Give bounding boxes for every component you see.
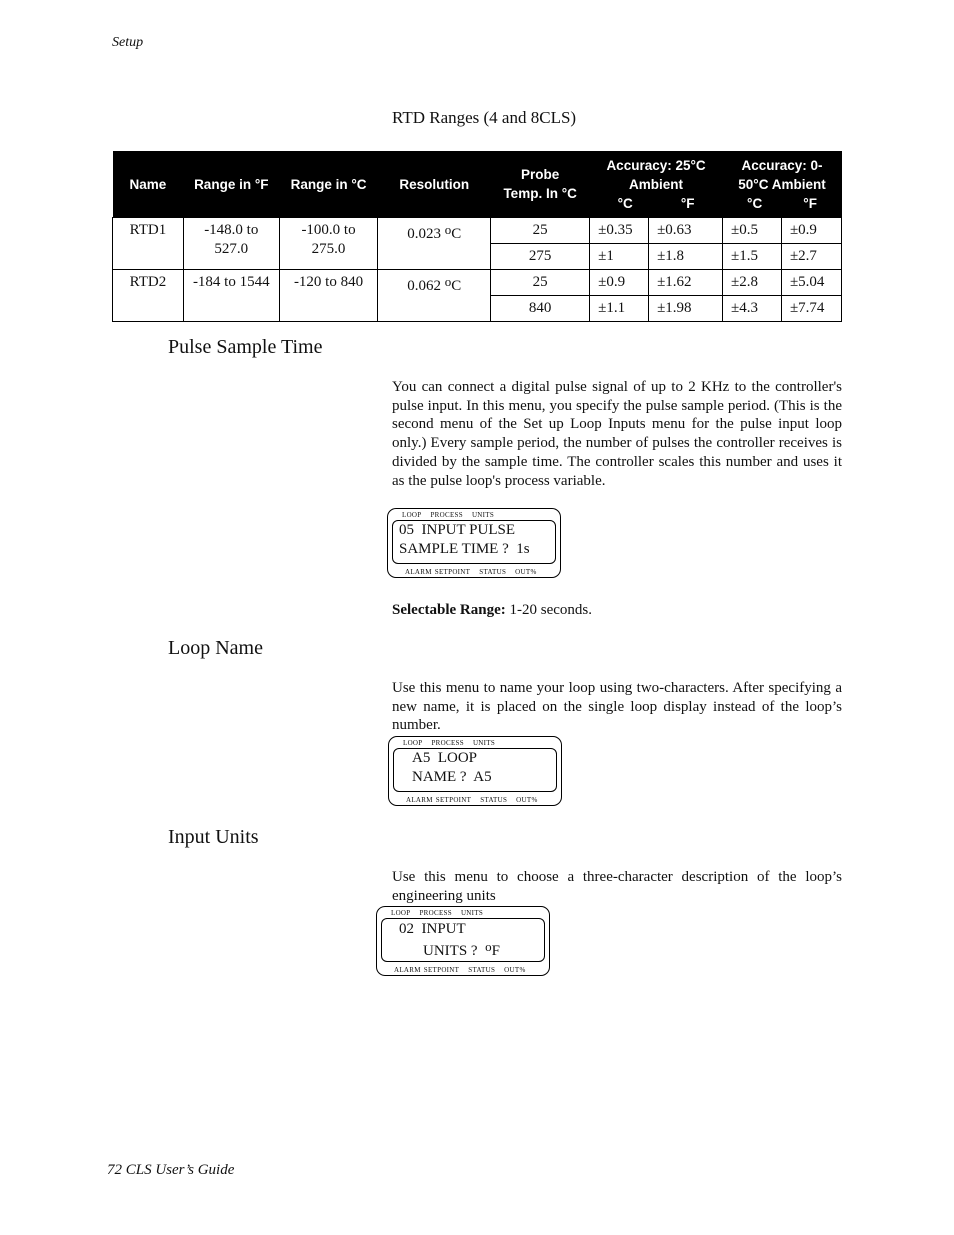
cell-acc050-f: ±0.9 xyxy=(781,218,841,244)
table-row xyxy=(113,218,842,244)
cell-resolution: 0.023 oC xyxy=(378,218,491,270)
lcd-display-loop-name xyxy=(388,736,562,806)
lcd-screen xyxy=(381,918,545,962)
cell-name: RTD2 xyxy=(113,270,184,322)
cell-probe: 25 xyxy=(491,270,590,296)
lcd-bottom-labels: ALARM SETPOINT STATUS OUT% xyxy=(406,796,538,804)
cell-probe: 25 xyxy=(491,218,590,244)
lcd-line-1: 02 INPUT xyxy=(399,921,466,937)
rtd-ranges-table xyxy=(112,151,842,322)
col-header-resolution: Resolution xyxy=(378,151,491,218)
cell-acc050-c: ±4.3 xyxy=(723,296,782,322)
cell-acc25-c: ±0.9 xyxy=(590,270,649,296)
running-header: Setup xyxy=(112,35,144,50)
cell-acc25-c: ±1.1 xyxy=(590,296,649,322)
col-header-range-c: Range in °C xyxy=(279,151,378,218)
lcd-bottom-labels: ALARM SETPOINT STATUS OUT% xyxy=(394,966,526,974)
selectable-range: Selectable Range: 1-20 seconds. xyxy=(392,602,592,618)
cell-acc050-c: ±2.8 xyxy=(723,270,782,296)
cell-acc25-c: ±0.35 xyxy=(590,218,649,244)
cell-resolution: 0.062 oC xyxy=(378,270,491,322)
table-title: RTD Ranges (4 and 8CLS) xyxy=(392,108,577,127)
cell-acc25-f: ±0.63 xyxy=(649,218,723,244)
cell-acc050-c: ±1.5 xyxy=(723,244,782,270)
col-header-name: Name xyxy=(113,151,184,218)
cell-range-c: -100.0 to 275.0 xyxy=(279,218,378,270)
loop-name-description: Use this menu to name your loop using two-characters. After specifying a new name, it is placed on the single loop display instead of the loop’s number. xyxy=(392,680,842,734)
heading-input-units: Input Units xyxy=(168,826,259,848)
col-header-accuracy-0-50: Accuracy: 0-50°C Ambient °C °F xyxy=(723,151,842,218)
cell-name: RTD1 xyxy=(113,218,184,270)
cell-probe: 840 xyxy=(491,296,590,322)
lcd-top-labels: LOOP PROCESS UNITS xyxy=(403,739,496,747)
cell-range-f: -148.0 to 527.0 xyxy=(183,218,279,270)
table-header-row xyxy=(113,151,842,218)
cell-acc050-c: ±0.5 xyxy=(723,218,782,244)
lcd-screen xyxy=(393,748,557,792)
input-units-description: Use this menu to choose a three-character description of the loop’s engineering units xyxy=(392,869,842,904)
lcd-display-input-units xyxy=(376,906,550,976)
lcd-display-pulse xyxy=(387,508,561,578)
lcd-top-labels: LOOP PROCESS UNITS xyxy=(402,511,495,519)
lcd-line-2: NAME ? A5 xyxy=(412,769,492,785)
lcd-screen xyxy=(392,520,556,564)
lcd-line-1: A5 LOOP xyxy=(412,750,478,766)
cell-acc25-f: ±1.98 xyxy=(649,296,723,322)
cell-acc25-c: ±1 xyxy=(590,244,649,270)
col-header-range-f: Range in °F xyxy=(183,151,279,218)
cell-acc050-f: ±5.04 xyxy=(781,270,841,296)
lcd-line-2: SAMPLE TIME ? 1s xyxy=(399,541,530,557)
col-header-probe: Probe Temp. In °C xyxy=(491,151,590,218)
cell-probe: 275 xyxy=(491,244,590,270)
cell-acc25-f: ±1.62 xyxy=(649,270,723,296)
heading-pulse-sample-time: Pulse Sample Time xyxy=(168,336,323,358)
cell-acc050-f: ±7.74 xyxy=(781,296,841,322)
col-header-accuracy-25: Accuracy: 25°C Ambient °C °F xyxy=(590,151,723,218)
lcd-line-1: 05 INPUT PULSE xyxy=(399,522,515,538)
cell-acc050-f: ±2.7 xyxy=(781,244,841,270)
cell-range-f: -184 to 1544 xyxy=(183,270,279,322)
heading-loop-name: Loop Name xyxy=(168,637,263,659)
running-footer: 72 CLS User’s Guide xyxy=(107,1162,235,1178)
pulse-description: You can connect a digital pulse signal of up to 2 KHz to the controller's pulse input. In this menu, you specify the pulse sample period. (This is the second menu of the Set up Loop Inputs menu for the pulse input loop only.) Every sample period, the number of pulses the controller receives is divided by the sample time. The controller scales this number and uses it as the pulse loop's process variable. xyxy=(392,379,842,489)
lcd-top-labels: LOOP PROCESS UNITS xyxy=(391,909,484,917)
lcd-line-2: UNITS ? oF xyxy=(423,939,500,959)
lcd-bottom-labels: ALARM SETPOINT STATUS OUT% xyxy=(405,568,537,576)
table-row xyxy=(113,270,842,296)
cell-range-c: -120 to 840 xyxy=(279,270,378,322)
cell-acc25-f: ±1.8 xyxy=(649,244,723,270)
